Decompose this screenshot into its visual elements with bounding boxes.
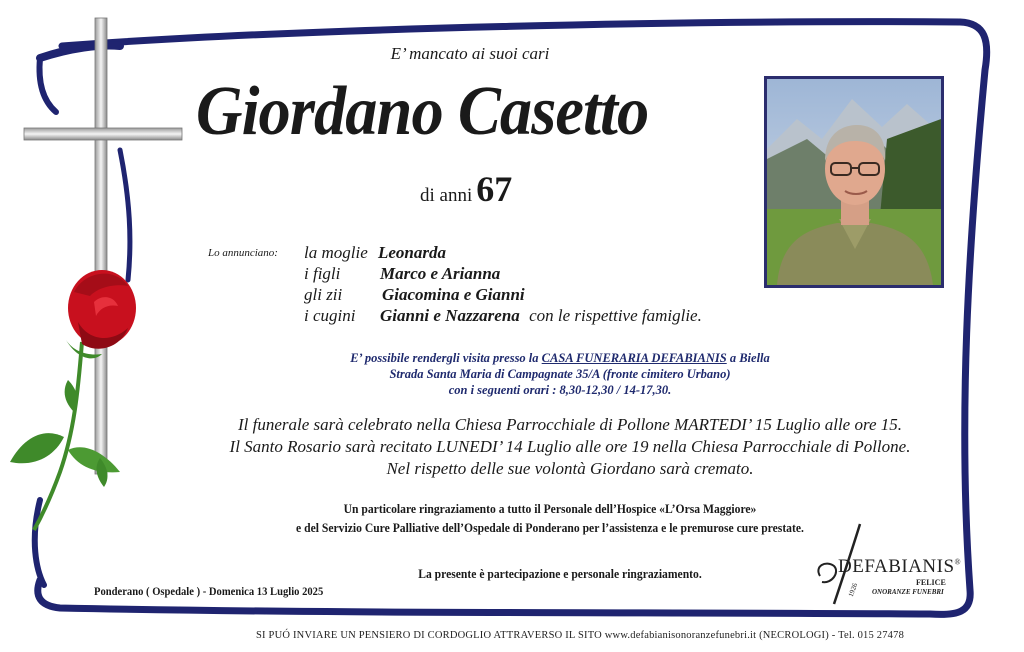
portrait-illustration xyxy=(767,79,941,285)
relative-role: i figli xyxy=(304,264,341,283)
footer-text: SI PUÓ INVIARE UN PENSIERO DI CORDOGLIO ATTRAVERSO IL SITO www.defabianisonoranzefunebri.it (NECROLOGI) - Tel. 015 27478 xyxy=(255,630,905,641)
defabianis-logo xyxy=(812,520,962,610)
thanks-line: Un particolare ringraziamento a tutto il Personale dell’Hospice «L’Orsa Maggiore» xyxy=(343,502,757,516)
intro-text: E’ mancato ai suoi cari xyxy=(390,44,550,63)
thanks-text xyxy=(252,500,847,538)
visit-info xyxy=(260,350,860,398)
logo-sub2: ONORANZE FUNEBRI xyxy=(872,588,944,596)
portrait-photo xyxy=(764,76,944,288)
logo-brand: DEFABIANIS xyxy=(838,556,955,577)
relative-role: gli zii xyxy=(304,285,343,304)
funeral-home-link[interactable]: CASA FUNERARIA DEFABIANIS xyxy=(541,351,727,365)
partecipazione-text: La presente è partecipazione e personale ringraziamento. xyxy=(418,567,702,581)
relative-row xyxy=(304,285,525,305)
relative-row xyxy=(304,264,500,284)
relative-names: Leonarda xyxy=(378,243,446,262)
relative-role: la moglie xyxy=(304,243,368,262)
rosary-line: Il Santo Rosario sarà recitato LUNEDI’ 14 Luglio alle ore 19 nella Chiesa Parrocchiale di Pollone. xyxy=(229,437,911,456)
relative-suffix: con le rispettive famiglie. xyxy=(529,306,702,325)
relative-names: Giacomina e Gianni xyxy=(382,285,525,304)
visit-line1-post: a Biella xyxy=(729,351,770,365)
age-prefix: di anni xyxy=(420,185,473,206)
funeral-line: Il funerale sarà celebrato nella Chiesa Parrocchiale di Pollone MARTEDI’ 15 Luglio alle ore 15. xyxy=(237,415,902,434)
deceased-name: Giordano Casetto xyxy=(196,73,649,150)
cremation-line: Nel rispetto delle sue volontà Giordano sarà cremato. xyxy=(386,459,754,478)
relative-names: Gianni e Nazzarena xyxy=(380,306,520,325)
age-value: 67 xyxy=(476,169,513,209)
announcement-label: Lo annunciano: xyxy=(208,247,278,259)
visit-line1-pre: E’ possibile rendergli visita presso la xyxy=(350,351,539,365)
logo-reg: ® xyxy=(954,557,962,567)
relative-row xyxy=(304,243,446,263)
logo-sub1: FELICE xyxy=(916,578,946,587)
age-line xyxy=(420,168,512,210)
logo-year: 1926 xyxy=(846,582,860,598)
place-date: Ponderano ( Ospedale ) - Domenica 13 Luglio 2025 xyxy=(94,586,324,598)
relative-names: Marco e Arianna xyxy=(380,264,501,283)
visit-hours: con i seguenti orari : 8,30-12,30 / 14-17,30. xyxy=(448,383,672,397)
rose-icon xyxy=(4,262,144,532)
relative-row xyxy=(304,306,702,326)
thanks-line: e del Servizio Cure Palliative dell’Ospedale di Ponderano per l’assistenza e le premurose cure prestate. xyxy=(296,521,804,535)
relative-role: i cugini xyxy=(304,306,356,325)
visit-address: Strada Santa Maria di Campagnate 35/A (fronte cimitero Urbano) xyxy=(389,367,731,381)
funeral-info xyxy=(150,414,990,480)
